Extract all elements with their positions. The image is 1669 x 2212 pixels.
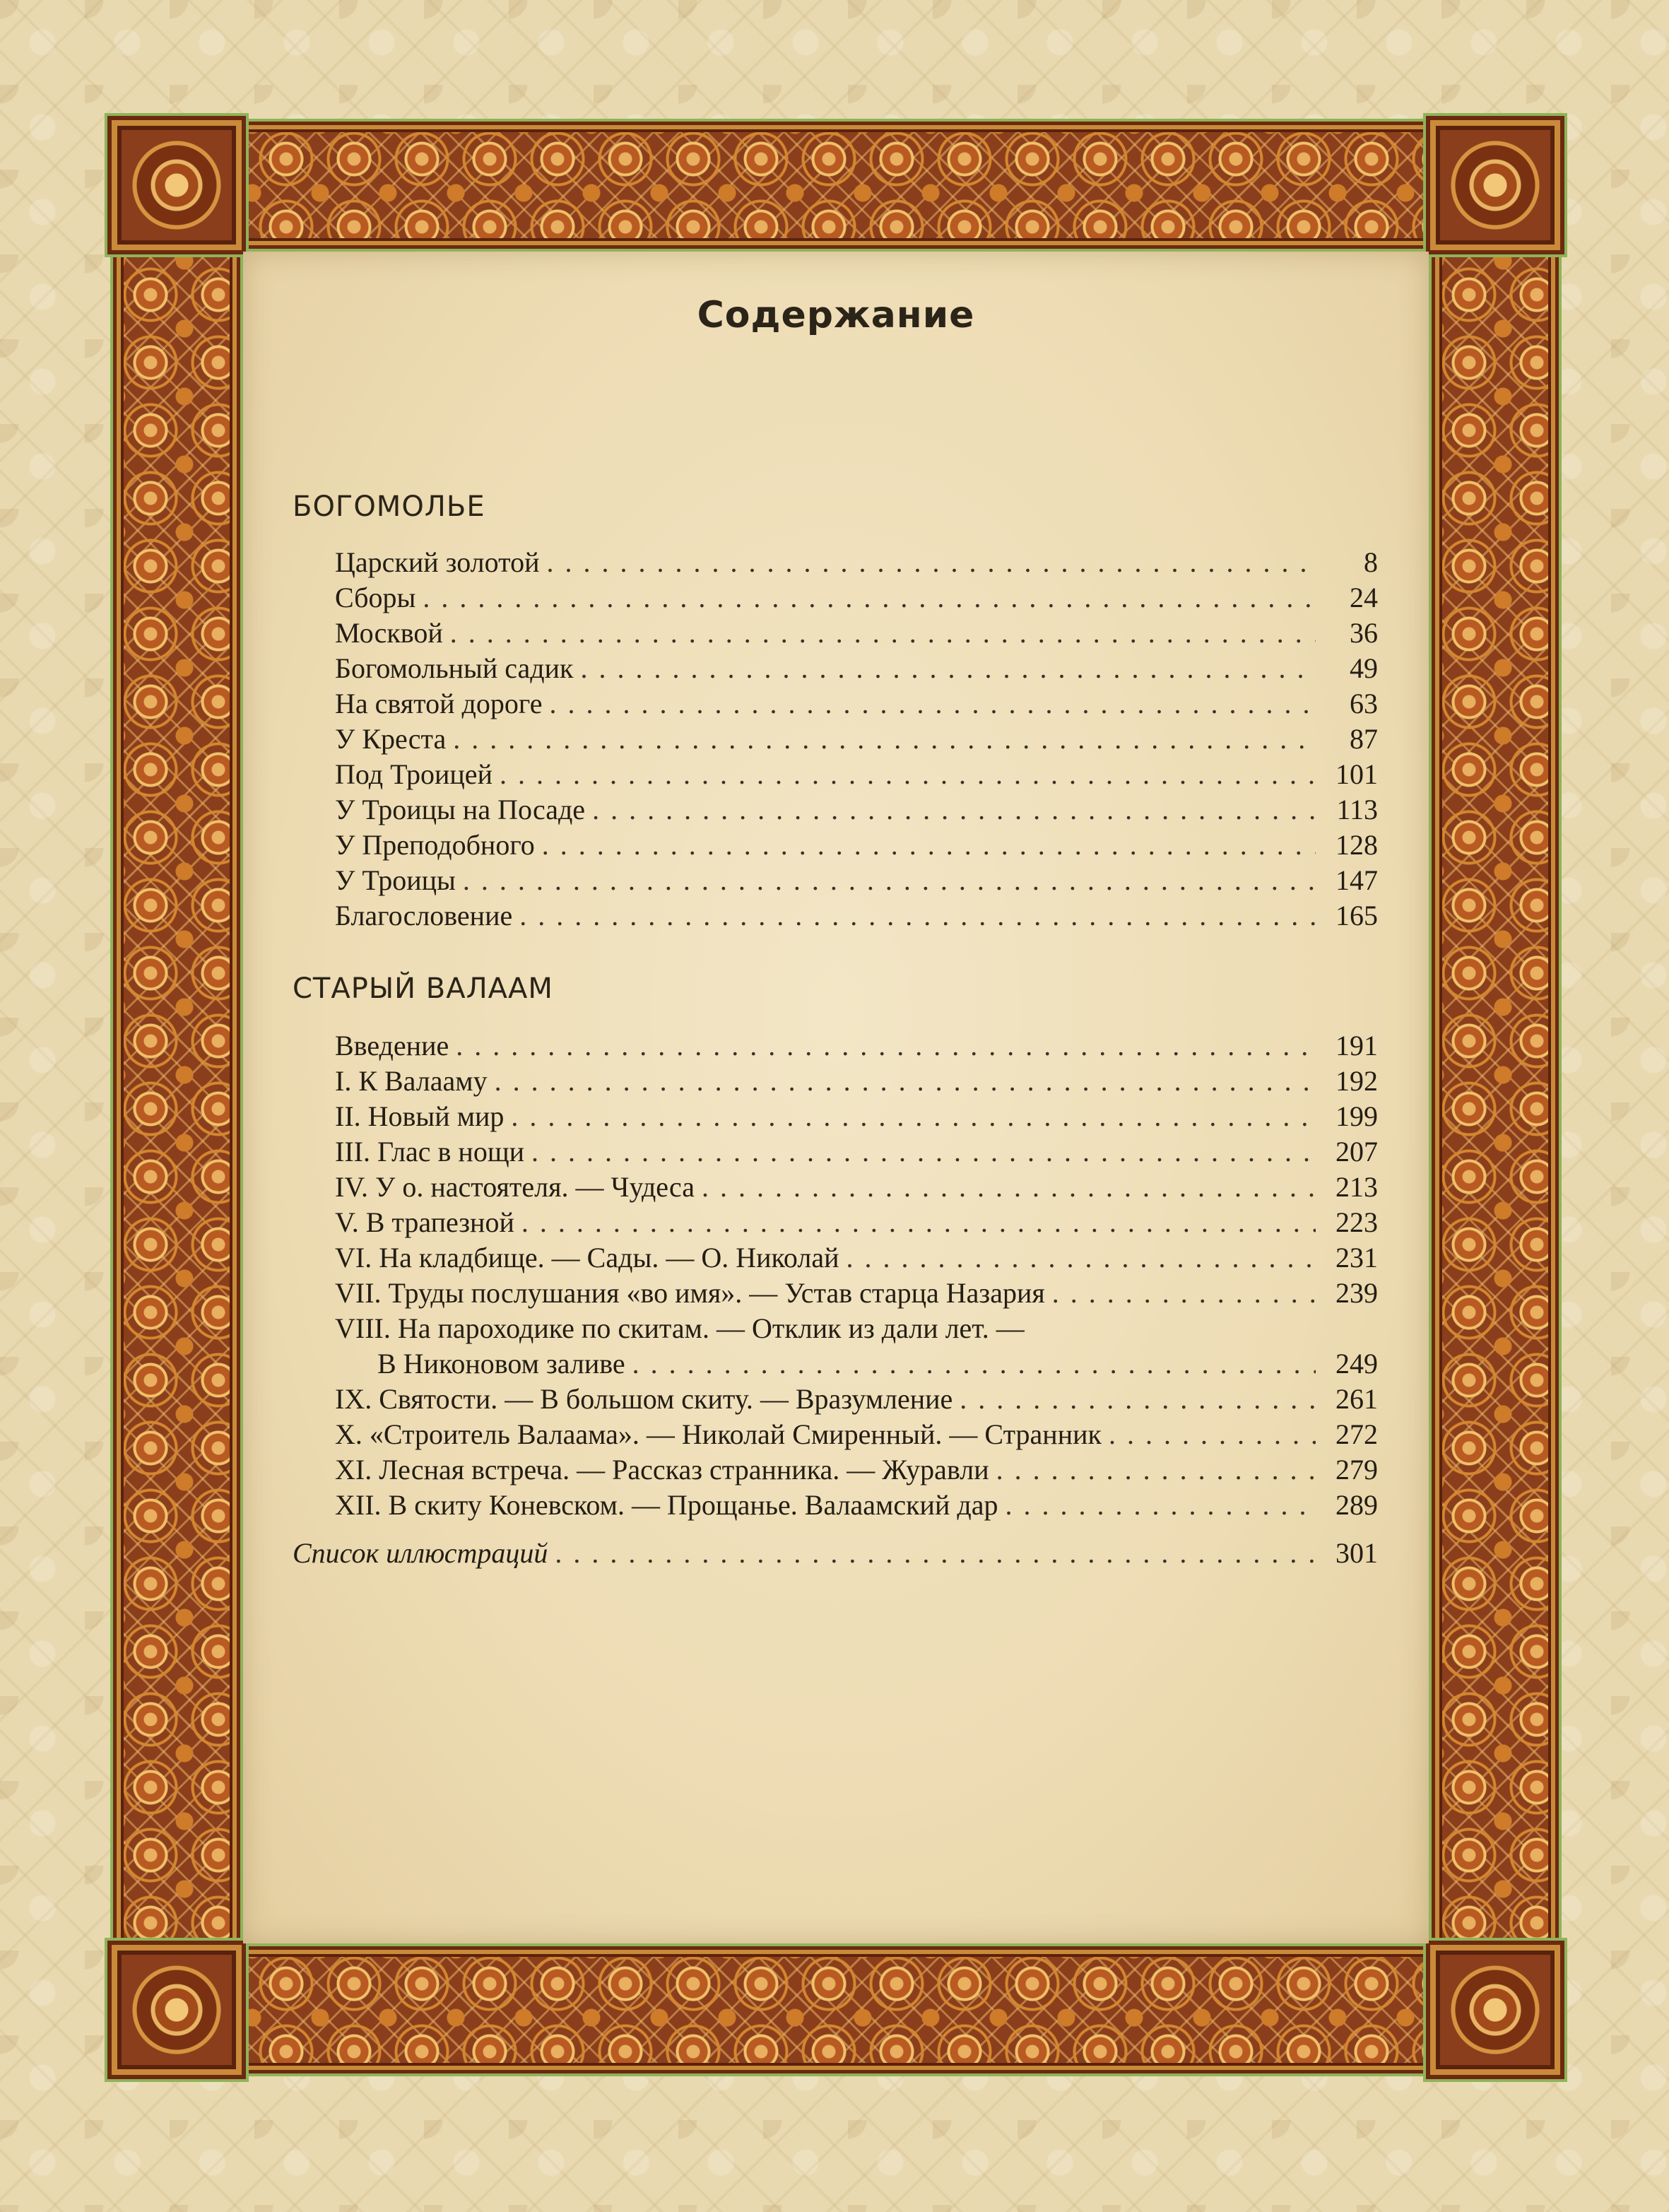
dot-leader xyxy=(456,1028,1316,1064)
toc-entry-page: 199 xyxy=(1335,1100,1378,1132)
toc-entry-title: Богомольный садик xyxy=(335,652,574,684)
dot-leader xyxy=(702,1170,1316,1205)
toc-entry-page: 128 xyxy=(1335,829,1378,861)
toc-entry-page: 113 xyxy=(1336,794,1378,825)
toc-entry[interactable] xyxy=(335,1276,1378,1311)
toc-entry-page: 231 xyxy=(1335,1242,1378,1273)
toc-entry-page: 49 xyxy=(1350,652,1378,684)
dot-leader xyxy=(996,1452,1316,1488)
toc-entry[interactable] xyxy=(335,1240,1378,1276)
toc-entry-page: 261 xyxy=(1335,1383,1378,1415)
toc-entry-page: 289 xyxy=(1335,1489,1378,1521)
ornament-corner-rosette-icon xyxy=(107,116,246,254)
toc-entry[interactable] xyxy=(335,651,1378,686)
toc-entry[interactable] xyxy=(335,1170,1378,1205)
ornament-corner-rosette-icon xyxy=(107,1941,246,2079)
toc-entry-title: На святой дороге xyxy=(335,688,543,719)
toc-entry-page: 192 xyxy=(1335,1065,1378,1097)
section-heading-bogomolie: БОГОМОЛЬЕ xyxy=(293,490,485,523)
toc-entry[interactable] xyxy=(335,1028,1378,1064)
toc-entry[interactable] xyxy=(335,898,1378,934)
toc-entry-page: 301 xyxy=(1335,1537,1378,1569)
toc-entry-title: Сборы xyxy=(335,582,416,613)
ornament-border-top xyxy=(113,122,1559,249)
dot-leader xyxy=(519,898,1316,934)
dot-leader xyxy=(1005,1488,1316,1523)
contents-panel xyxy=(243,252,1429,1943)
dot-leader xyxy=(550,686,1316,722)
toc-entry-page: 223 xyxy=(1335,1206,1378,1238)
dot-leader xyxy=(542,828,1316,863)
toc-entry-title: II. Новый мир xyxy=(335,1100,505,1132)
dot-leader xyxy=(555,1536,1316,1571)
dot-leader xyxy=(463,863,1316,898)
toc-entry-title: У Троицы xyxy=(335,864,456,896)
section-heading-staryi-valaam: СТАРЫЙ ВАЛААМ xyxy=(293,972,553,1005)
toc-entry-page: 63 xyxy=(1350,688,1378,719)
toc-entry-page: 279 xyxy=(1335,1454,1378,1486)
dot-leader xyxy=(511,1099,1316,1134)
toc-entry-page: 147 xyxy=(1335,864,1378,896)
dot-leader xyxy=(1109,1417,1316,1452)
toc-entry-illustrations[interactable] xyxy=(293,1536,1378,1571)
toc-entry-title: X. «Строитель Валаама». — Николай Смиренный. — Странник xyxy=(335,1418,1102,1450)
toc-entry[interactable] xyxy=(335,1134,1378,1170)
toc-entry[interactable] xyxy=(335,545,1378,580)
dot-leader xyxy=(450,616,1316,651)
dot-leader xyxy=(580,651,1316,686)
toc-list-staryi-valaam xyxy=(243,1028,1429,1523)
toc-entry-title: У Троицы на Посаде xyxy=(335,794,586,825)
toc-entry-page: 272 xyxy=(1335,1418,1378,1450)
toc-entry[interactable] xyxy=(335,1064,1378,1099)
toc-entry[interactable] xyxy=(335,1417,1378,1452)
dot-leader xyxy=(847,1240,1316,1276)
toc-entry[interactable] xyxy=(335,686,1378,722)
dot-leader xyxy=(632,1346,1316,1382)
toc-entry-page: 239 xyxy=(1335,1277,1378,1309)
dot-leader xyxy=(495,1064,1316,1099)
toc-entry-title: IX. Святости. — В большом скиту. — Вразумление xyxy=(335,1383,953,1415)
toc-entry-title-continuation: В Никоновом заливе xyxy=(377,1348,625,1379)
dot-leader xyxy=(1052,1276,1316,1311)
toc-list-illustrations xyxy=(243,1536,1429,1571)
toc-entry[interactable] xyxy=(335,722,1378,757)
toc-entry[interactable] xyxy=(335,1205,1378,1240)
toc-entry-title: I. К Валааму xyxy=(335,1065,488,1097)
toc-entry-title: VIII. На пароходике по скитам. — Отклик из дали лет. — xyxy=(335,1312,1025,1344)
toc-entry-page: 24 xyxy=(1350,582,1378,613)
toc-entry-title: У Креста xyxy=(335,723,447,755)
toc-entry[interactable] xyxy=(335,580,1378,616)
toc-entry-title: У Преподобного xyxy=(335,829,535,861)
dot-leader xyxy=(546,545,1316,580)
toc-entry[interactable] xyxy=(335,1488,1378,1523)
toc-entry-title: Царский золотой xyxy=(335,546,540,578)
toc-entry-title: VII. Труды послушания «во имя». — Устав старца Назария xyxy=(335,1277,1045,1309)
ornament-border-left xyxy=(113,122,240,2073)
ornament-border-bottom xyxy=(113,1946,1559,2073)
toc-entry[interactable] xyxy=(335,1099,1378,1134)
toc-entry-page: 165 xyxy=(1335,900,1378,931)
toc-entry[interactable] xyxy=(335,616,1378,651)
toc-entry-title: Список иллюстраций xyxy=(293,1537,548,1569)
ornament-corner-rosette-icon xyxy=(1426,116,1564,254)
toc-entry-title: Введение xyxy=(335,1030,449,1061)
dot-leader xyxy=(531,1134,1316,1170)
dot-leader xyxy=(500,757,1316,792)
toc-entry-title: XI. Лесная встреча. — Рассказ странника. — Журавли xyxy=(335,1454,989,1486)
toc-entry[interactable] xyxy=(335,1382,1378,1417)
toc-entry-multiline[interactable] xyxy=(335,1311,1378,1346)
dot-leader xyxy=(592,792,1316,828)
toc-list-bogomolie xyxy=(243,545,1429,934)
toc-entry-title: VI. На кладбище. — Сады. — О. Николай xyxy=(335,1242,839,1273)
dot-leader xyxy=(521,1205,1316,1240)
toc-entry-page: 191 xyxy=(1335,1030,1378,1061)
toc-entry-page: 101 xyxy=(1335,758,1378,790)
toc-entry-page: 87 xyxy=(1350,723,1378,755)
toc-entry-title: Под Троицей xyxy=(335,758,493,790)
toc-entry-page: 249 xyxy=(1335,1348,1378,1379)
page-title: Содержание xyxy=(697,294,975,336)
dot-leader xyxy=(423,580,1316,616)
toc-entry[interactable] xyxy=(335,792,1378,828)
toc-entry-page: 8 xyxy=(1364,546,1378,578)
toc-entry-page: 36 xyxy=(1350,617,1378,649)
toc-entry-title: Москвой xyxy=(335,617,443,649)
toc-entry[interactable] xyxy=(335,1452,1378,1488)
toc-entry-title: V. В трапезной xyxy=(335,1206,514,1238)
toc-entry[interactable] xyxy=(335,828,1378,863)
dot-leader xyxy=(453,722,1316,757)
toc-entry-title: Благословение xyxy=(335,900,513,931)
toc-entry[interactable] xyxy=(335,863,1378,898)
ornament-border-right xyxy=(1432,122,1559,2073)
toc-entry-page: 213 xyxy=(1335,1171,1378,1203)
toc-entry[interactable] xyxy=(335,757,1378,792)
toc-entry-title: IV. У о. настоятеля. — Чудеса xyxy=(335,1171,695,1203)
toc-entry-page: 207 xyxy=(1335,1136,1378,1167)
toc-entry-continuation[interactable] xyxy=(377,1346,1378,1382)
toc-entry-title: III. Глас в нощи xyxy=(335,1136,525,1167)
ornament-corner-rosette-icon xyxy=(1426,1941,1564,2079)
toc-entry-title: XII. В скиту Коневском. — Прощанье. Валаамский дар xyxy=(335,1489,998,1521)
dot-leader xyxy=(960,1382,1316,1417)
